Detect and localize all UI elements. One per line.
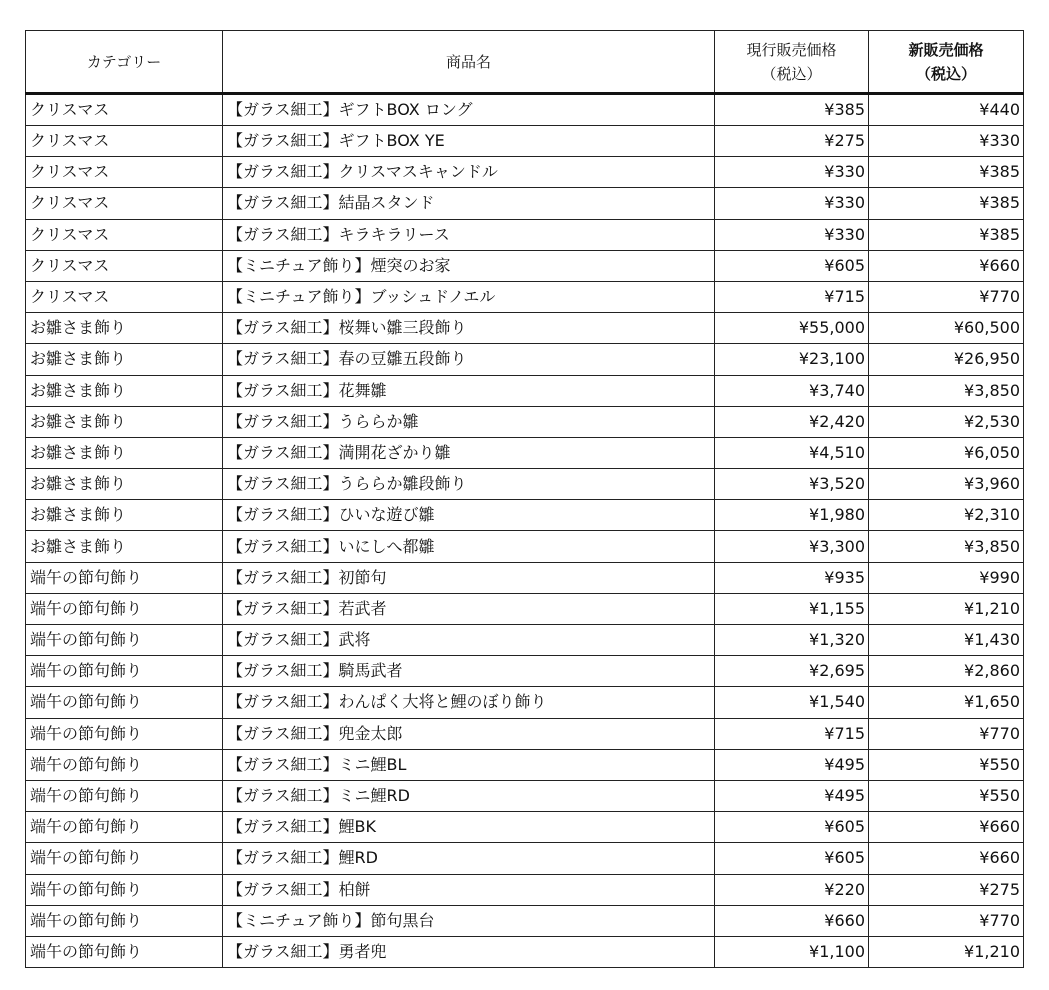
table-row (26, 126, 1024, 157)
current-price-cell: ¥495 (715, 749, 869, 780)
table-row (26, 94, 1024, 126)
category-cell: お雛さま飾り (26, 469, 223, 500)
category-cell: お雛さま飾り (26, 344, 223, 375)
category-cell: 端午の節句飾り (26, 874, 223, 905)
table-row (26, 718, 1024, 749)
product-name-cell: 【ガラス細工】ひいな遊び雛 (223, 500, 715, 531)
table-row (26, 749, 1024, 780)
header-current-price-line2: （税込） (761, 64, 822, 83)
product-name-cell: 【ガラス細工】春の豆雛五段飾り (223, 344, 715, 375)
current-price-cell: ¥330 (715, 188, 869, 219)
product-name-cell: 【ガラス細工】騎馬武者 (223, 656, 715, 687)
product-name-cell: 【ミニチュア飾り】煙突のお家 (223, 250, 715, 281)
current-price-cell: ¥495 (715, 780, 869, 811)
new-price-cell: ¥2,860 (869, 656, 1024, 687)
table-row (26, 281, 1024, 312)
current-price-cell: ¥660 (715, 905, 869, 936)
current-price-cell: ¥1,320 (715, 625, 869, 656)
product-name-cell: 【ガラス細工】うららか雛段飾り (223, 469, 715, 500)
header-current-price-line1: 現行販売価格 (746, 40, 837, 59)
current-price-cell: ¥385 (715, 94, 869, 126)
new-price-cell: ¥990 (869, 562, 1024, 593)
new-price-cell: ¥6,050 (869, 437, 1024, 468)
category-cell: 端午の節句飾り (26, 562, 223, 593)
product-name-cell: 【ガラス細工】うららか雛 (223, 406, 715, 437)
new-price-cell: ¥440 (869, 94, 1024, 126)
current-price-cell: ¥715 (715, 281, 869, 312)
new-price-cell: ¥550 (869, 749, 1024, 780)
category-cell: クリスマス (26, 250, 223, 281)
category-cell: お雛さま飾り (26, 500, 223, 531)
new-price-cell: ¥385 (869, 157, 1024, 188)
new-price-cell: ¥1,430 (869, 625, 1024, 656)
new-price-cell: ¥770 (869, 718, 1024, 749)
category-cell: 端午の節句飾り (26, 656, 223, 687)
new-price-cell: ¥1,210 (869, 936, 1024, 967)
current-price-cell: ¥1,155 (715, 593, 869, 624)
table-row (26, 188, 1024, 219)
product-name-cell: 【ガラス細工】鯉RD (223, 843, 715, 874)
new-price-cell: ¥770 (869, 905, 1024, 936)
table-header (26, 31, 1024, 94)
category-cell: 端午の節句飾り (26, 812, 223, 843)
category-cell: 端午の節句飾り (26, 780, 223, 811)
current-price-cell: ¥2,420 (715, 406, 869, 437)
new-price-cell: ¥275 (869, 874, 1024, 905)
header-current-price (715, 31, 869, 94)
new-price-cell: ¥60,500 (869, 313, 1024, 344)
table-row (26, 874, 1024, 905)
category-cell: 端午の節句飾り (26, 749, 223, 780)
product-name-cell: 【ガラス細工】柏餅 (223, 874, 715, 905)
new-price-cell: ¥2,530 (869, 406, 1024, 437)
category-cell: 端午の節句飾り (26, 593, 223, 624)
category-cell: 端午の節句飾り (26, 936, 223, 967)
table-row (26, 500, 1024, 531)
table-row (26, 812, 1024, 843)
new-price-cell: ¥385 (869, 219, 1024, 250)
new-price-cell: ¥660 (869, 812, 1024, 843)
new-price-cell: ¥770 (869, 281, 1024, 312)
product-name-cell: 【ミニチュア飾り】節句黒台 (223, 905, 715, 936)
product-name-cell: 【ガラス細工】武将 (223, 625, 715, 656)
new-price-cell: ¥385 (869, 188, 1024, 219)
current-price-cell: ¥330 (715, 157, 869, 188)
header-product: 商品名 (223, 31, 715, 94)
current-price-cell: ¥605 (715, 843, 869, 874)
current-price-cell: ¥3,300 (715, 531, 869, 562)
category-cell: 端午の節句飾り (26, 843, 223, 874)
current-price-cell: ¥715 (715, 718, 869, 749)
category-cell: クリスマス (26, 157, 223, 188)
header-category: カテゴリー (26, 31, 223, 94)
category-cell: クリスマス (26, 94, 223, 126)
price-table (25, 30, 1024, 968)
table-row (26, 562, 1024, 593)
table-row (26, 219, 1024, 250)
current-price-cell: ¥605 (715, 250, 869, 281)
table-body (26, 94, 1024, 968)
category-cell: クリスマス (26, 188, 223, 219)
product-name-cell: 【ガラス細工】花舞雛 (223, 375, 715, 406)
table-row (26, 375, 1024, 406)
category-cell: 端午の節句飾り (26, 687, 223, 718)
product-name-cell: 【ガラス細工】ギフトBOX ロング (223, 94, 715, 126)
product-name-cell: 【ガラス細工】わんぱく大将と鯉のぼり飾り (223, 687, 715, 718)
table-row (26, 687, 1024, 718)
new-price-cell: ¥330 (869, 126, 1024, 157)
current-price-cell: ¥935 (715, 562, 869, 593)
current-price-cell: ¥2,695 (715, 656, 869, 687)
category-cell: 端午の節句飾り (26, 905, 223, 936)
product-name-cell: 【ガラス細工】満開花ざかり雛 (223, 437, 715, 468)
product-name-cell: 【ミニチュア飾り】ブッシュドノエル (223, 281, 715, 312)
current-price-cell: ¥1,540 (715, 687, 869, 718)
table-row (26, 313, 1024, 344)
product-name-cell: 【ガラス細工】鯉BK (223, 812, 715, 843)
category-cell: お雛さま飾り (26, 531, 223, 562)
current-price-cell: ¥23,100 (715, 344, 869, 375)
product-name-cell: 【ガラス細工】キラキラリース (223, 219, 715, 250)
product-name-cell: 【ガラス細工】結晶スタンド (223, 188, 715, 219)
product-name-cell: 【ガラス細工】ミニ鯉BL (223, 749, 715, 780)
product-name-cell: 【ガラス細工】ギフトBOX YE (223, 126, 715, 157)
current-price-cell: ¥3,520 (715, 469, 869, 500)
header-new-price (869, 31, 1024, 94)
current-price-cell: ¥275 (715, 126, 869, 157)
category-cell: お雛さま飾り (26, 406, 223, 437)
table-row (26, 625, 1024, 656)
current-price-cell: ¥3,740 (715, 375, 869, 406)
table-row (26, 656, 1024, 687)
table-row (26, 157, 1024, 188)
current-price-cell: ¥4,510 (715, 437, 869, 468)
header-new-price-line2: （税込） (915, 64, 976, 83)
current-price-cell: ¥330 (715, 219, 869, 250)
category-cell: お雛さま飾り (26, 375, 223, 406)
price-table-container (25, 30, 1024, 968)
product-name-cell: 【ガラス細工】ミニ鯉RD (223, 780, 715, 811)
header-new-price-line1: 新販売価格 (908, 40, 984, 59)
new-price-cell: ¥3,960 (869, 469, 1024, 500)
new-price-cell: ¥660 (869, 843, 1024, 874)
new-price-cell: ¥1,650 (869, 687, 1024, 718)
category-cell: 端午の節句飾り (26, 625, 223, 656)
product-name-cell: 【ガラス細工】初節句 (223, 562, 715, 593)
current-price-cell: ¥220 (715, 874, 869, 905)
header-row (26, 31, 1024, 94)
table-row (26, 905, 1024, 936)
table-row (26, 250, 1024, 281)
product-name-cell: 【ガラス細工】若武者 (223, 593, 715, 624)
table-row (26, 344, 1024, 375)
current-price-cell: ¥605 (715, 812, 869, 843)
category-cell: クリスマス (26, 281, 223, 312)
table-row (26, 843, 1024, 874)
table-row (26, 531, 1024, 562)
current-price-cell: ¥1,980 (715, 500, 869, 531)
new-price-cell: ¥550 (869, 780, 1024, 811)
table-row (26, 437, 1024, 468)
new-price-cell: ¥3,850 (869, 531, 1024, 562)
product-name-cell: 【ガラス細工】いにしへ都雛 (223, 531, 715, 562)
table-row (26, 469, 1024, 500)
new-price-cell: ¥660 (869, 250, 1024, 281)
product-name-cell: 【ガラス細工】勇者兜 (223, 936, 715, 967)
product-name-cell: 【ガラス細工】兜金太郎 (223, 718, 715, 749)
table-row (26, 593, 1024, 624)
product-name-cell: 【ガラス細工】桜舞い雛三段飾り (223, 313, 715, 344)
category-cell: クリスマス (26, 219, 223, 250)
category-cell: お雛さま飾り (26, 313, 223, 344)
new-price-cell: ¥3,850 (869, 375, 1024, 406)
current-price-cell: ¥55,000 (715, 313, 869, 344)
category-cell: クリスマス (26, 126, 223, 157)
new-price-cell: ¥1,210 (869, 593, 1024, 624)
category-cell: お雛さま飾り (26, 437, 223, 468)
table-row (26, 780, 1024, 811)
table-row (26, 406, 1024, 437)
new-price-cell: ¥26,950 (869, 344, 1024, 375)
product-name-cell: 【ガラス細工】クリスマスキャンドル (223, 157, 715, 188)
table-row (26, 936, 1024, 967)
new-price-cell: ¥2,310 (869, 500, 1024, 531)
current-price-cell: ¥1,100 (715, 936, 869, 967)
category-cell: 端午の節句飾り (26, 718, 223, 749)
